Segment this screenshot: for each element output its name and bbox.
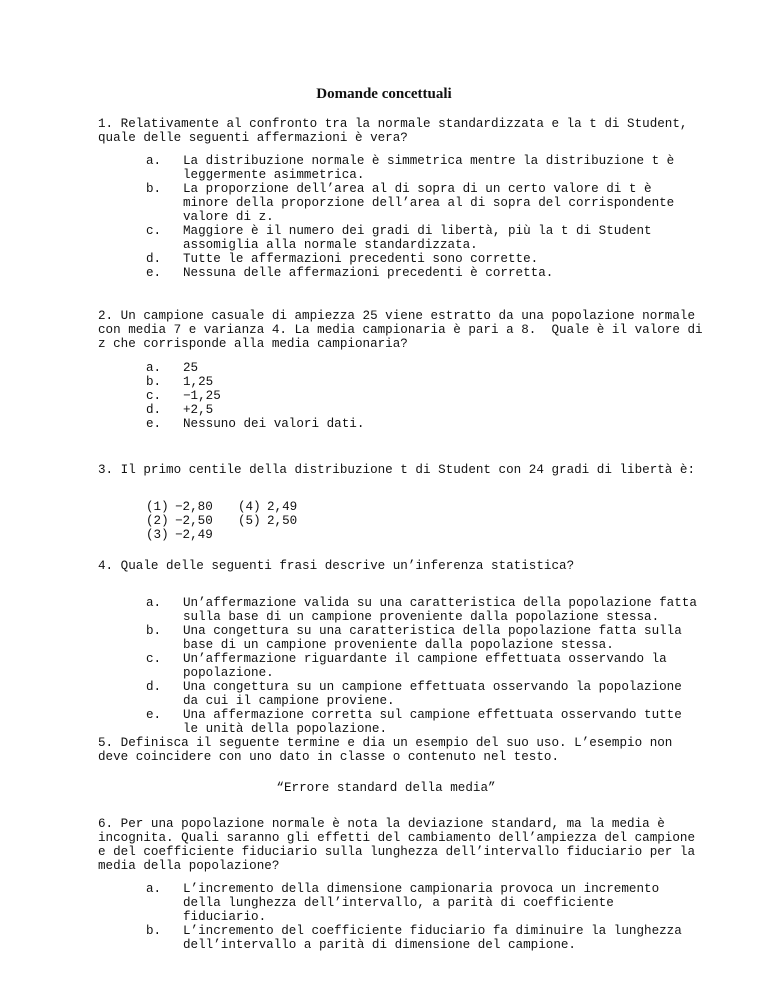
option-6a: a. L’incremento della dimensione campionaria provoca un incremento della lunghezza dell’intervallo, a parità di coefficiente fiduciario. [146,882,660,924]
option-2e: e. Nessuno dei valori dati. [146,417,365,431]
question-6-text: 6. Per una popolazione normale è nota la deviazione standard, ma la media è incognita. Quali saranno gli effetti del cambiamento dell’ampiezza del campione e del coefficiente fiduciario sulla lunghezza dell’intervallo fiduciario per la media della popolazione? [98,817,696,873]
option-text: Una congettura su un campione effettuata osservando la popolazione da cui il campione proviene. [183,680,682,708]
question-2-options [146,361,706,431]
option-text: Un’affermazione riguardante il campione effettuata osservando la popolazione. [183,652,667,680]
option-text: −2,80 [175,500,213,514]
option-3-5: (5) 2,50 [238,514,298,528]
option-4c: c. Un’affermazione riguardante il campione effettuata osservando la popolazione. [146,652,667,680]
question-6-options [146,882,706,952]
option-text: Nessuna delle affermazioni precedenti è corretta. [183,266,554,280]
question-3-options-right [238,500,297,528]
question-3-options-left [146,500,213,542]
option-text: 2,50 [267,514,298,528]
question-5-text: 5. Definisca il seguente termine e dia un esempio del suo uso. L’esempio non deve coincidere con uno dato in classe o contenuto nel testo. [98,736,673,764]
option-2d: d. +2,5 [146,403,214,417]
option-4e: e. Una affermazione corretta sul campione effettuata osservando tutte le unità della popolazione. [146,708,682,736]
option-3-2: (2) −2,50 [146,514,213,528]
option-4a: a. Un’affermazione valida su una caratteristica della popolazione fatta sulla base di un campione proveniente dalla popolazione stessa. [146,596,697,624]
option-text: Maggiore è il numero dei gradi di libertà, più la t di Student assomiglia alla normale standardizzata. [183,224,652,252]
question-3-text: 3. Il primo centile della distribuzione t di Student con 24 gradi di libertà è: [98,463,696,477]
option-1b: b. La proporzione dell’area al di sopra di un certo valore di t è minore della proporzione dell’area al di sopra del corrispondente valore di z. [146,182,675,224]
option-text: −1,25 [183,389,221,403]
option-2b: b. 1,25 [146,375,214,389]
option-text: Una congettura su una caratteristica della popolazione fatta sulla base di un campione proveniente dalla popolazione stessa. [183,624,682,652]
option-2c: c. −1,25 [146,389,221,403]
page-title: Domande concettuali [316,86,452,102]
option-text: La proporzione dell’area al di sopra di un certo valore di t è minore della proporzione dell’area al di sopra del corrispondente valore di z. [183,182,675,224]
option-text: L’incremento del coefficiente fiduciario fa diminuire la lunghezza dell’intervallo a parità di dimensione del campione. [183,924,682,952]
option-text: Un’affermazione valida su una caratteristica della popolazione fatta sulla base di un campione proveniente dalla popolazione stessa. [183,596,697,624]
option-1c: c. Maggiore è il numero dei gradi di libertà, più la t di Student assomiglia alla normale standardizzata. [146,224,652,252]
option-text: La distribuzione normale è simmetrica mentre la distribuzione t è leggermente asimmetrica. [183,154,675,182]
option-3-3: (3) −2,49 [146,528,213,542]
option-1a: a. La distribuzione normale è simmetrica mentre la distribuzione t è leggermente asimmetrica. [146,154,675,182]
option-3-1: (1) −2,80 [146,500,213,514]
option-4d: d. Una congettura su un campione effettuata osservando la popolazione da cui il campione proviene. [146,680,682,708]
option-1e: e. Nessuna delle affermazioni precedenti è corretta. [146,266,554,280]
question-4-options [146,596,706,736]
option-1d: d. Tutte le affermazioni precedenti sono corrette. [146,252,539,266]
option-text: L’incremento della dimensione campionaria provoca un incremento della lunghezza dell’intervallo, a parità di coefficiente fiduciario. [183,882,660,924]
option-4b: b. Una congettura su una caratteristica della popolazione fatta sulla base di un campione proveniente dalla popolazione stessa. [146,624,682,652]
option-text: −2,49 [175,528,213,542]
question-1-options [146,154,706,280]
option-text: −2,50 [175,514,213,528]
option-text: 1,25 [183,375,214,389]
question-2-text: 2. Un campione casuale di ampiezza 25 viene estratto da una popolazione normale con media 7 e varianza 4. La media campionaria è pari a 8. Quale è il valore di z che corrisponde alla media campionaria? [98,309,703,351]
option-text: 2,49 [267,500,298,514]
option-text: Una affermazione corretta sul campione effettuata osservando tutte le unità della popolazione. [183,708,682,736]
question-1-text: 1. Relativamente al confronto tra la normale standardizzata e la t di Student, quale delle seguenti affermazioni è vera? [98,117,688,145]
option-text: +2,5 [183,403,214,417]
option-text: Tutte le affermazioni precedenti sono corrette. [183,252,539,266]
option-text: Nessuno dei valori dati. [183,417,365,431]
question-4-text: 4. Quale delle seguenti frasi descrive un’inferenza statistica? [98,559,575,573]
option-6b: b. L’incremento del coefficiente fiduciario fa diminuire la lunghezza dell’intervallo a parità di dimensione del campione. [146,924,682,952]
option-3-4: (4) 2,49 [238,500,298,514]
option-text: 25 [183,361,199,375]
option-2a: a. 25 [146,361,199,375]
question-5-term: “Errore standard della media” [276,781,496,795]
